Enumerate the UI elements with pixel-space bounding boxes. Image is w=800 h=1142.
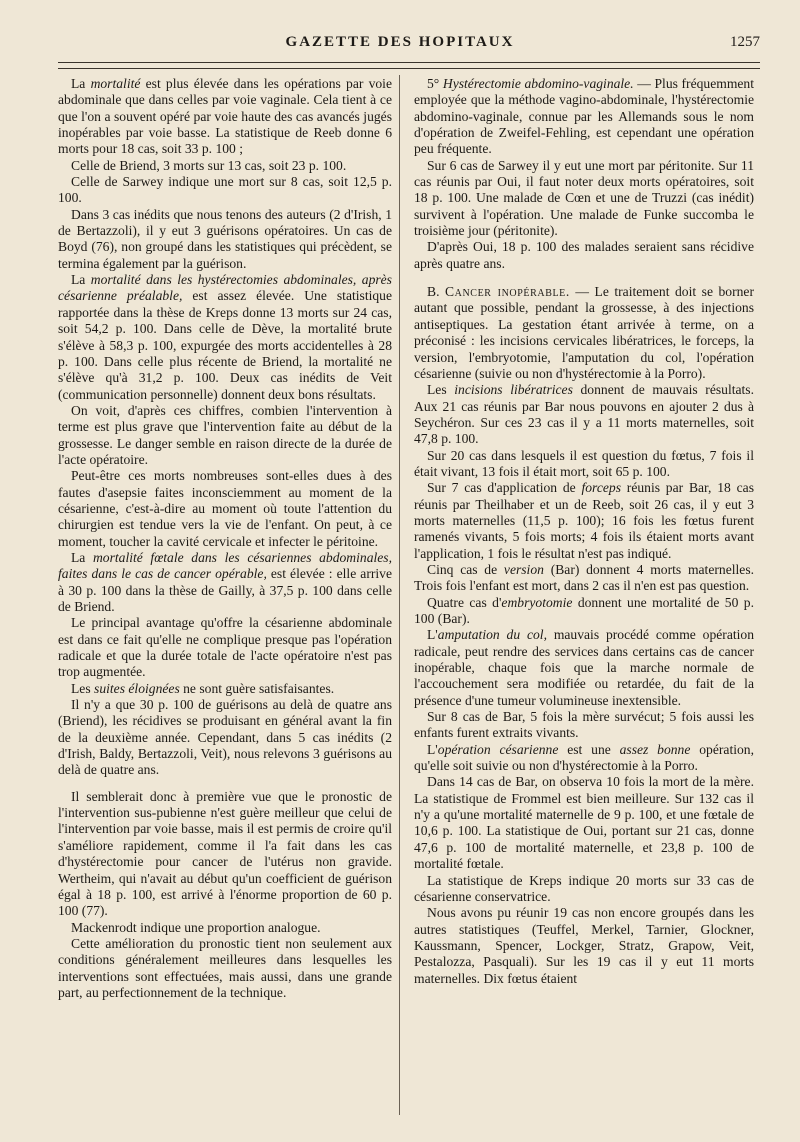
paragraph: Le principal avantage qu'offre la césarienne abdominale est dans ce fait qu'elle ne complique presque pas l'opération radicale et que la durée totale de l'acte opératoire n'est pas trop augmentée. <box>58 615 392 680</box>
paragraph: La mortalité fœtale dans les césariennes abdominales, faites dans le cas de cancer opérable, est élevée : elle arrive à 30 p. 100 dans la thèse de Gailly, à 37,5 p. 100 dans celle de Briend. <box>58 549 392 614</box>
paragraph: Sur 7 cas d'application de forceps réunis par Bar, 18 cas réunis par Theilhaber et un de Reeb, soit 26 cas, il y eut 3 morts maternelles (11,5 p. 100); 16 fois les fœtus furent ramenés vivants, 5 fois morts; 4 fois ils étaient morts avant l'application, 1 fois le résultat n'est pas indiqué. <box>414 480 754 561</box>
paragraph: Celle de Briend, 3 morts sur 13 cas, soit 23 p. 100. <box>71 157 347 173</box>
paragraph: Dans 3 cas inédits que nous tenons des auteurs (2 d'Irish, 1 de Bertazzoli), il y eut 3 guérisons opératoires. Un cas de Boyd (76), non groupé dans les statistiques qui précèdent, se termina également par la guérison. <box>58 206 392 271</box>
paragraph: Peut-être ces morts nombreuses sont-elles dues à des fautes d'asepsie faites inconsciemment au moment de la césarienne, c'est-à-dire au moment où toute l'attention du chirurgien est tendue vers la vie de l'enfant. On peut, à ce moment, toucher la cavité cervicale et infecter le péritoine. <box>58 468 392 549</box>
running-title: GAZETTE DES HOPITAUX <box>285 34 515 50</box>
paragraph: 5° Hystérectomie abdomino-vaginale. — Plus fréquemment employée que la méthode vagino-abdominale, l'hystérectomie abdomino-vaginale, connue par les Allemands sous le nom d'opération de Zweifel-Fehling, est cependant une opération peu fréquente. <box>414 76 755 157</box>
header-rule <box>58 62 760 63</box>
paragraph: L'amputation du col, mauvais procédé comme opération radicale, peut rendre des services dans certains cas de cancer inopérable, chaque fois que la marche normale de l'accouchement sera modifiée ou retardée, du fait de la présence d'une tumeur volumineuse inextensible. <box>414 627 755 708</box>
paragraph: La statistique de Kreps indique 20 morts sur 33 cas de césarienne conservatrice. <box>414 872 754 904</box>
page-number: 1257 <box>730 34 760 50</box>
paragraph: Cinq cas de version (Bar) donnent 4 morts maternelles. Trois fois l'enfant est mort, dans 2 cas il n'en est pas question. <box>414 561 755 594</box>
paragraph: La mortalité est plus élevée dans les opérations par voie abdominale que dans celles par voie vaginale. Cela tient à ce que l'on a souvent opéré par voie haute des cas avancés jugés inopérables par voie basse. La statistique de Reeb donne 6 morts pour 18 cas, soit 33 p. 100 ; <box>58 76 392 157</box>
paragraph: Sur 6 cas de Sarwey il y eut une mort par péritonite. Sur 11 cas réunis par Oui, il faut noter deux morts opératoires, soit 18 p. 100. Une malade de Cœn et une de Truzzi (cas inédit) survivent à l'opération. Une malade de Funke succomba le troisième jour (péritonite). <box>414 157 754 239</box>
running-head <box>0 34 800 58</box>
paragraph: Sur 20 cas dans lesquels il est question du fœtus, 7 fois il était vivant, 13 fois il était mort, soit 65 p. 100. <box>414 447 754 479</box>
paragraph: D'après Oui, 18 p. 100 des malades seraient sans récidive après quatre ans. <box>414 239 754 271</box>
right-column <box>414 76 754 987</box>
paragraph: Quatre cas d'embryotomie donnent une mortalité de 50 p. 100 (Bar). <box>414 594 754 626</box>
paragraph: Cette amélioration du pronostic tient non seulement aux conditions généralement meilleures dans lesquelles les interventions sont effectuées, mais aussi, dans une grande part, au perfectionnement de la technique. <box>58 935 392 1000</box>
paragraph: Il semblerait donc à première vue que le pronostic de l'intervention sus-pubienne n'est guère meilleur que celui de l'intervention par voie basse, mais il est permis de croire qu'il s'améliore rapidement, comme il l'a fait dans les cas d'hystérectomie pour cancer de l'utérus non gravide. Wertheim, qui n'avait au début qu'un coefficient de guérison égal à 18 p. 100, est arrivé à l'énorme proportion de 60 p. 100 (77). <box>58 788 392 919</box>
header-rule-thin <box>58 68 760 69</box>
paragraph: On voit, d'après ces chiffres, combien l'intervention à terme est plus grave que l'intervention faite au début de la grossesse. Le danger semble en raison directe de la durée de l'acte opératoire. <box>58 402 392 467</box>
column-divider <box>399 75 400 1115</box>
paragraph: Les incisions libératrices donnent de mauvais résultats. Aux 21 cas réunis par Bar nous pouvons en ajouter 2 dus à Seychéron. Sur ces 23 cas il y a 11 morts maternelles, soit 47,8 p. 100. <box>414 382 754 447</box>
paragraph: Mackenrodt indique une proportion analogue. <box>71 919 321 935</box>
section-heading-paragraph: B. Cancer inopérable. — Le traitement doit se borner autant que possible, pendant la grossesse, à des injections antiseptiques. La gestation étant arrivée à terme, on a préconisé : les incisions cervicales libératrices, le forceps, la version, l'embryotomie, l'amputation du col, l'opération césarienne (suivie ou non d'hystérectomie à la Porro). <box>414 284 754 381</box>
paragraph: Nous avons pu réunir 19 cas non encore groupés dans les autres statistiques (Teuffel, Merkel, Tarnier, Glockner, Kaussmann, Spencer, Lockger, Stratz, Grapow, Veit, Pestalozza, Pasquali). Sur les 19 cas il y eut 11 morts maternelles. Dix fœtus étaient <box>414 905 754 986</box>
paragraph: Sur 8 cas de Bar, 5 fois la mère survécut; 5 fois aussi les enfants furent extraits vivants. <box>414 709 754 741</box>
paragraph: L'opération césarienne est une assez bonne opération, qu'elle soit suivie ou non d'hystérectomie à la Porro. <box>414 741 754 774</box>
paragraph: Dans 14 cas de Bar, on observa 10 fois la mort de la mère. La statistique de Frommel est bien meilleure. Sur 132 cas il n'y a qu'une mortalité maternelle de 9 p. 100, et une fœtale de 10,6 p. 100. La statistique de Oui, portant sur 21 cas, donne 47,6 p. 100 de mortalité maternelle, et 23,8 p. 100 de mortalité fœtale. <box>414 774 754 872</box>
paragraph: Il n'y a que 30 p. 100 de guérisons au delà de quatre ans (Briend), les récidives se produisant en général avant la fin de la deuxième année. Cependant, dans 5 cas inédits (2 d'Irish, Baldy, Bertazzoli, Veit), nous relevons 3 guérisons au delà de quatre ans. <box>58 697 392 778</box>
paragraph: Les suites éloignées ne sont guère satisfaisantes. <box>71 680 335 696</box>
paragraph: Celle de Sarwey indique une mort sur 8 cas, soit 12,5 p. 100. <box>58 174 392 206</box>
left-column <box>58 76 392 1001</box>
paragraph: La mortalité dans les hystérectomies abdominales, après césarienne préalable, est assez élevée. Une statistique rapportée dans la thèse de Kreps donne 13 morts sur 24 cas, soit 54,2 p. 100. Dans celle de Dève, la mortalité brute s'élève à 58,3 p. 100, expurgée des morts accidentelles à 28 p. 100. Dans celle plus récente de Briend, la mortalité ne s'élève qu'à 31,2 p. 100. Deux cas inédits de Veit (communication personnelle) donnent deux bons résultats. <box>58 272 392 402</box>
